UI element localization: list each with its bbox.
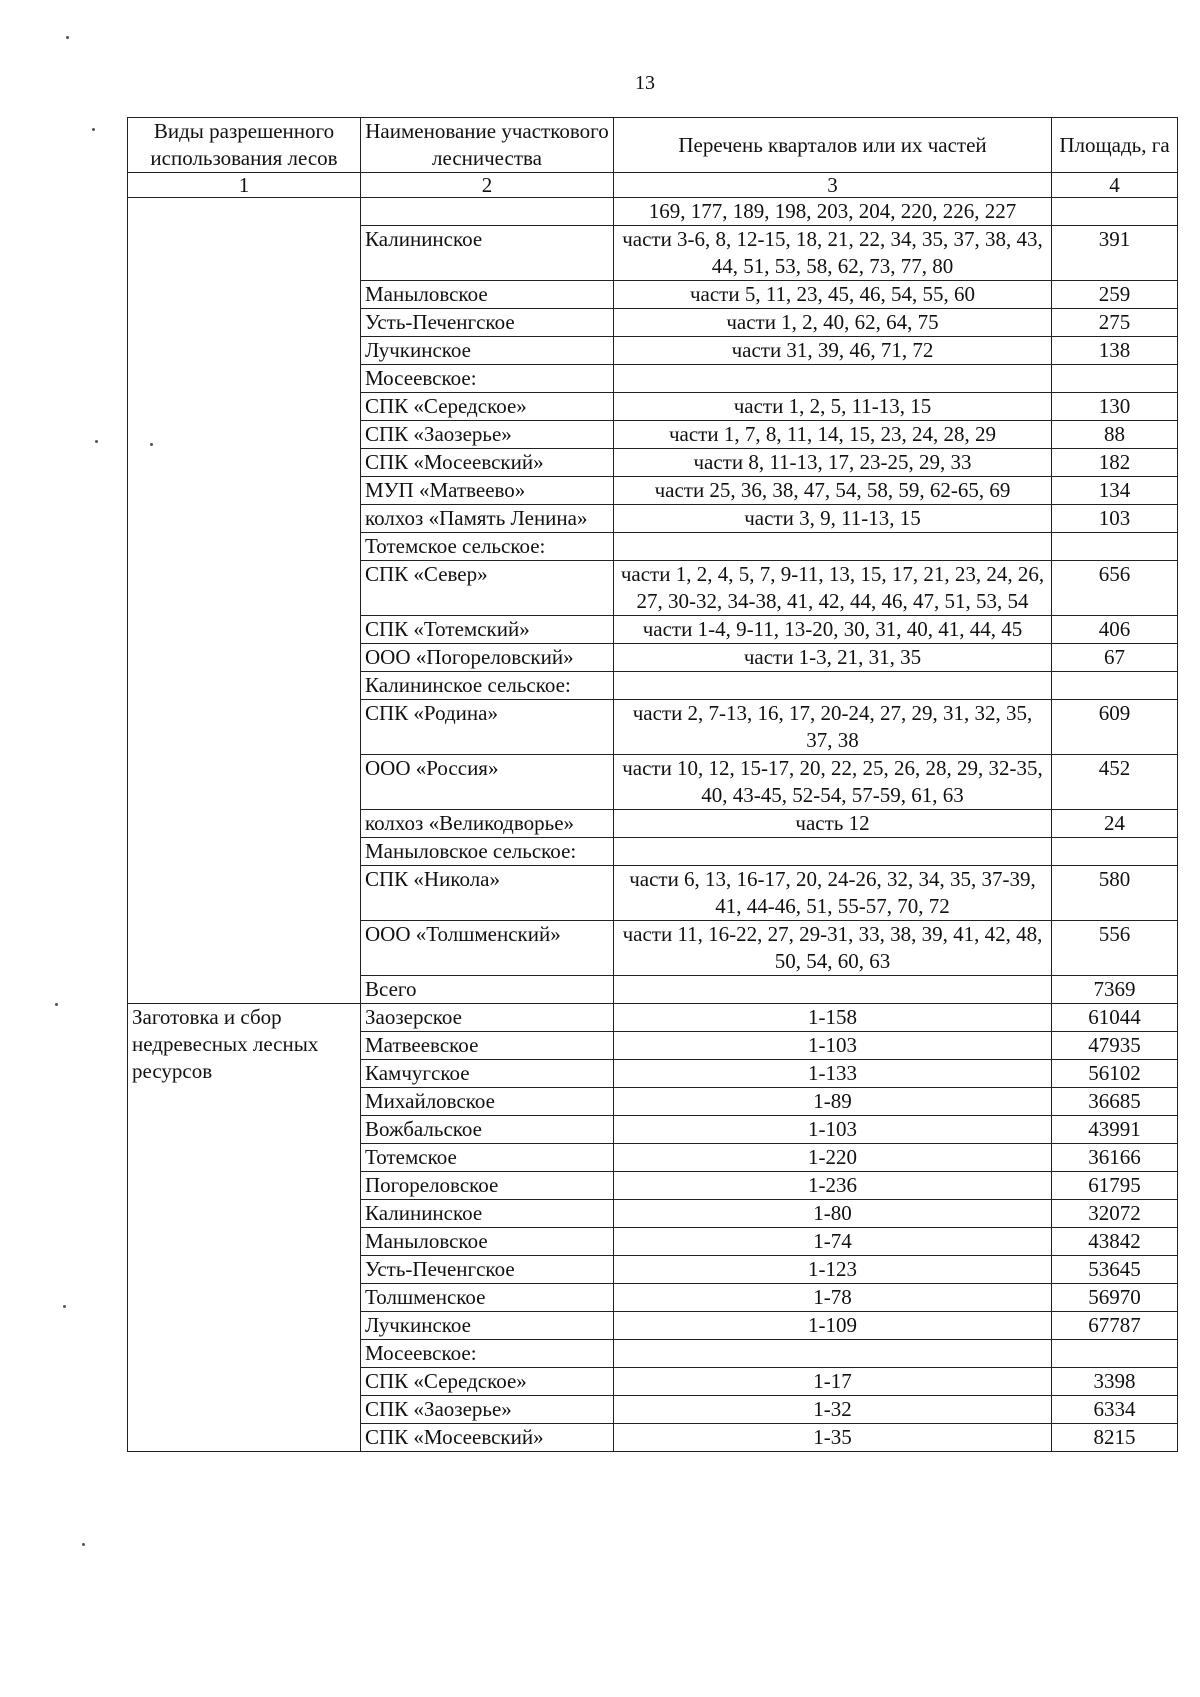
quarters-cell: части 1, 2, 4, 5, 7, 9-11, 13, 15, 17, 21, 23, 24, 26, 27, 30-32, 34-38, 41, 42, 44, 46, 47, 51, 53, 54 — [614, 561, 1052, 616]
area-cell: 609 — [1052, 700, 1178, 755]
area-cell: 134 — [1052, 477, 1178, 505]
area-cell: 182 — [1052, 449, 1178, 477]
column-number: 3 — [614, 173, 1052, 198]
quarters-cell: 1-109 — [614, 1312, 1052, 1340]
forest-use-table — [127, 117, 1178, 1452]
forestry-name-cell: Матвеевское — [361, 1032, 614, 1060]
area-cell: 406 — [1052, 616, 1178, 644]
quarters-cell: части 6, 13, 16-17, 20, 24-26, 32, 34, 35, 37-39, 41, 44-46, 51, 55-57, 70, 72 — [614, 866, 1052, 921]
quarters-cell: 1-103 — [614, 1116, 1052, 1144]
quarters-cell: 1-123 — [614, 1256, 1052, 1284]
quarters-cell: части 3, 9, 11-13, 15 — [614, 505, 1052, 533]
forestry-name-cell: Усть-Печенгское — [361, 309, 614, 337]
header-row — [128, 118, 1178, 173]
area-cell: 138 — [1052, 337, 1178, 365]
quarters-cell: части 5, 11, 23, 45, 46, 54, 55, 60 — [614, 281, 1052, 309]
area-cell: 656 — [1052, 561, 1178, 616]
header-forestry-name: Наименование участкового лесничества — [361, 118, 614, 173]
scan-speck — [55, 1003, 58, 1006]
area-cell: 452 — [1052, 755, 1178, 810]
quarters-cell: 1-220 — [614, 1144, 1052, 1172]
forestry-name-cell: Мосеевское: — [361, 1340, 614, 1368]
quarters-cell: части 10, 12, 15-17, 20, 22, 25, 26, 28, 29, 32-35, 40, 43-45, 52-54, 57-59, 61, 63 — [614, 755, 1052, 810]
area-cell: 24 — [1052, 810, 1178, 838]
quarters-cell: части 1-4, 9-11, 13-20, 30, 31, 40, 41, 44, 45 — [614, 616, 1052, 644]
forestry-name-cell: СПК «Заозерье» — [361, 1396, 614, 1424]
quarters-cell: части 1, 2, 40, 62, 64, 75 — [614, 309, 1052, 337]
scan-speck — [92, 128, 95, 131]
forestry-name-cell: Тотемское сельское: — [361, 533, 614, 561]
usage-type-cell: Заготовка и сбор недревесных лесных ресурсов — [128, 1004, 361, 1452]
area-cell: 580 — [1052, 866, 1178, 921]
forestry-name-cell: Калининское — [361, 226, 614, 281]
forestry-name-cell: СПК «Мосеевский» — [361, 449, 614, 477]
scan-speck — [150, 443, 153, 446]
forestry-name-cell: Лучкинское — [361, 337, 614, 365]
forestry-name-cell: Мосеевское: — [361, 365, 614, 393]
scan-speck — [82, 1543, 85, 1546]
forestry-name-cell: ООО «Погореловский» — [361, 644, 614, 672]
quarters-cell: 1-78 — [614, 1284, 1052, 1312]
table-row — [128, 1004, 1178, 1032]
area-cell: 43991 — [1052, 1116, 1178, 1144]
forestry-name-cell: СПК «Заозерье» — [361, 421, 614, 449]
quarters-cell — [614, 838, 1052, 866]
column-number-row — [128, 173, 1178, 198]
page-number: 13 — [635, 72, 655, 94]
quarters-cell: 1-32 — [614, 1396, 1052, 1424]
quarters-cell: 1-74 — [614, 1228, 1052, 1256]
forestry-name-cell: Усть-Печенгское — [361, 1256, 614, 1284]
forestry-name-cell: Заозерское — [361, 1004, 614, 1032]
forestry-name-cell: ООО «Россия» — [361, 755, 614, 810]
forestry-name-cell: Калининское сельское: — [361, 672, 614, 700]
quarters-cell: части 1-3, 21, 31, 35 — [614, 644, 1052, 672]
quarters-cell: части 8, 11-13, 17, 23-25, 29, 33 — [614, 449, 1052, 477]
forestry-name-cell: Всего — [361, 976, 614, 1004]
forestry-name-cell: СПК «Мосеевский» — [361, 1424, 614, 1452]
area-cell — [1052, 1340, 1178, 1368]
header-usage-type: Виды разрешенного использования лесов — [128, 118, 361, 173]
area-cell: 56970 — [1052, 1284, 1178, 1312]
area-cell: 56102 — [1052, 1060, 1178, 1088]
quarters-cell: части 1, 7, 8, 11, 14, 15, 23, 24, 28, 29 — [614, 421, 1052, 449]
forestry-name-cell: Толшменское — [361, 1284, 614, 1312]
quarters-cell: части 11, 16-22, 27, 29-31, 33, 38, 39, 41, 42, 48, 50, 54, 60, 63 — [614, 921, 1052, 976]
area-cell — [1052, 838, 1178, 866]
quarters-cell: части 2, 7-13, 16, 17, 20-24, 27, 29, 31, 32, 35, 37, 38 — [614, 700, 1052, 755]
forestry-name-cell: Погореловское — [361, 1172, 614, 1200]
forestry-name-cell: МУП «Матвеево» — [361, 477, 614, 505]
area-cell: 67787 — [1052, 1312, 1178, 1340]
forestry-name-cell: Калининское — [361, 1200, 614, 1228]
quarters-cell: части 1, 2, 5, 11-13, 15 — [614, 393, 1052, 421]
quarters-cell — [614, 672, 1052, 700]
area-cell: 47935 — [1052, 1032, 1178, 1060]
forestry-name-cell: ООО «Толшменский» — [361, 921, 614, 976]
area-cell: 556 — [1052, 921, 1178, 976]
area-cell: 32072 — [1052, 1200, 1178, 1228]
area-cell: 36685 — [1052, 1088, 1178, 1116]
forestry-name-cell: СПК «Никола» — [361, 866, 614, 921]
area-cell — [1052, 672, 1178, 700]
table-body — [128, 198, 1178, 1452]
quarters-cell: 1-158 — [614, 1004, 1052, 1032]
area-cell: 391 — [1052, 226, 1178, 281]
area-cell — [1052, 365, 1178, 393]
quarters-cell: части 25, 36, 38, 47, 54, 58, 59, 62-65, 69 — [614, 477, 1052, 505]
quarters-cell: 1-17 — [614, 1368, 1052, 1396]
area-cell: 43842 — [1052, 1228, 1178, 1256]
area-cell: 88 — [1052, 421, 1178, 449]
forestry-name-cell: СПК «Середское» — [361, 393, 614, 421]
forestry-name-cell: СПК «Север» — [361, 561, 614, 616]
quarters-cell: 169, 177, 189, 198, 203, 204, 220, 226, 227 — [614, 198, 1052, 226]
area-cell: 8215 — [1052, 1424, 1178, 1452]
area-cell: 53645 — [1052, 1256, 1178, 1284]
column-number: 2 — [361, 173, 614, 198]
quarters-cell: 1-133 — [614, 1060, 1052, 1088]
area-cell: 36166 — [1052, 1144, 1178, 1172]
area-cell: 6334 — [1052, 1396, 1178, 1424]
area-cell: 61795 — [1052, 1172, 1178, 1200]
area-cell: 130 — [1052, 393, 1178, 421]
forestry-name-cell: СПК «Середское» — [361, 1368, 614, 1396]
forestry-name-cell: Вожбальское — [361, 1116, 614, 1144]
forestry-name-cell: СПК «Родина» — [361, 700, 614, 755]
quarters-cell: части 3-6, 8, 12-15, 18, 21, 22, 34, 35, 37, 38, 43, 44, 51, 53, 58, 62, 73, 77, 80 — [614, 226, 1052, 281]
area-cell: 61044 — [1052, 1004, 1178, 1032]
header-area: Площадь, га — [1052, 118, 1178, 173]
area-cell: 67 — [1052, 644, 1178, 672]
scan-speck — [63, 1305, 66, 1308]
scan-speck — [95, 440, 98, 443]
area-cell: 7369 — [1052, 976, 1178, 1004]
area-cell: 103 — [1052, 505, 1178, 533]
forestry-name-cell: Лучкинское — [361, 1312, 614, 1340]
quarters-cell: 1-89 — [614, 1088, 1052, 1116]
quarters-cell: 1-35 — [614, 1424, 1052, 1452]
forestry-name-cell: СПК «Тотемский» — [361, 616, 614, 644]
area-cell — [1052, 533, 1178, 561]
quarters-cell: часть 12 — [614, 810, 1052, 838]
forestry-name-cell: Михайловское — [361, 1088, 614, 1116]
quarters-cell: 1-103 — [614, 1032, 1052, 1060]
forestry-name-cell: колхоз «Память Ленина» — [361, 505, 614, 533]
forestry-name-cell: Камчугское — [361, 1060, 614, 1088]
quarters-cell: 1-236 — [614, 1172, 1052, 1200]
forestry-name-cell: Маныловское сельское: — [361, 838, 614, 866]
quarters-cell: части 31, 39, 46, 71, 72 — [614, 337, 1052, 365]
column-number: 4 — [1052, 173, 1178, 198]
area-cell: 3398 — [1052, 1368, 1178, 1396]
usage-type-cell — [128, 198, 361, 1004]
area-cell — [1052, 198, 1178, 226]
quarters-cell — [614, 533, 1052, 561]
quarters-cell — [614, 365, 1052, 393]
quarters-cell — [614, 976, 1052, 1004]
forestry-name-cell: Тотемское — [361, 1144, 614, 1172]
column-number: 1 — [128, 173, 361, 198]
table-row — [128, 198, 1178, 226]
table-header — [128, 118, 1178, 198]
quarters-cell: 1-80 — [614, 1200, 1052, 1228]
forestry-name-cell — [361, 198, 614, 226]
forestry-name-cell: Маныловское — [361, 281, 614, 309]
scan-speck — [66, 36, 69, 39]
forestry-name-cell: колхоз «Великодворье» — [361, 810, 614, 838]
header-quarters: Перечень кварталов или их частей — [614, 118, 1052, 173]
area-cell: 275 — [1052, 309, 1178, 337]
area-cell: 259 — [1052, 281, 1178, 309]
forestry-name-cell: Маныловское — [361, 1228, 614, 1256]
quarters-cell — [614, 1340, 1052, 1368]
